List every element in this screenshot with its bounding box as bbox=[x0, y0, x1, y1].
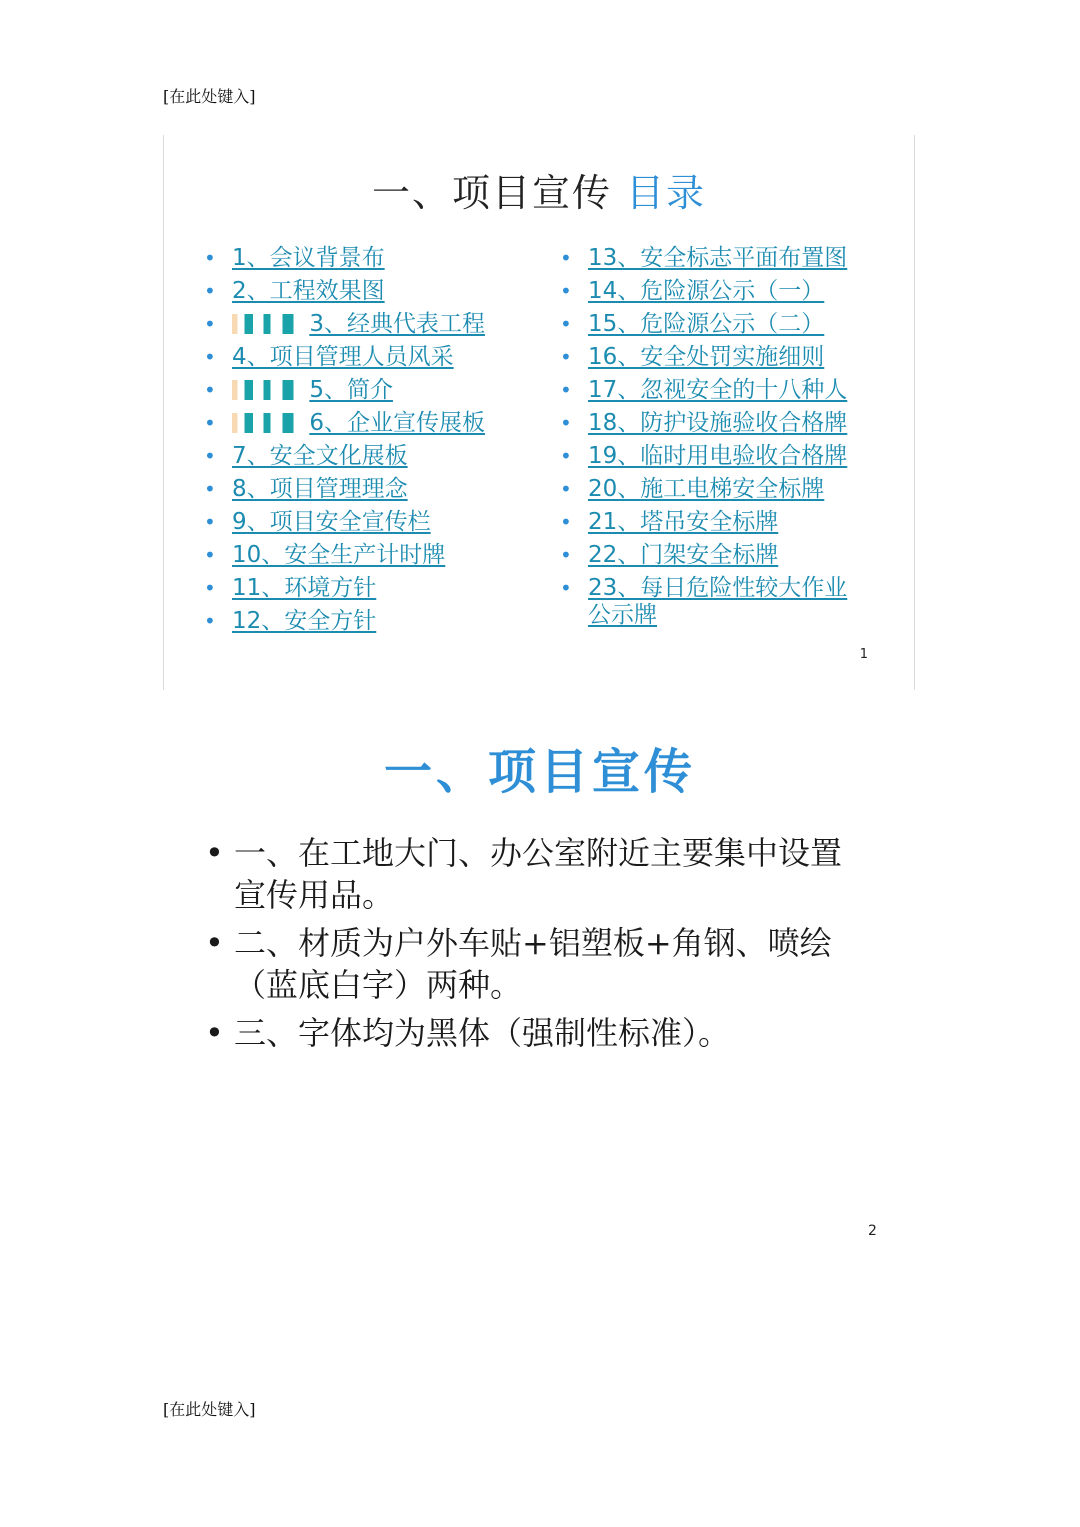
toc-item[interactable] bbox=[560, 245, 860, 272]
slide-page-number: 1 bbox=[859, 647, 868, 662]
toc-item[interactable] bbox=[204, 278, 544, 305]
toc-link[interactable]: 15、危险源公示（二） bbox=[588, 311, 825, 337]
toc-link[interactable]: 14、危险源公示（一） bbox=[588, 278, 825, 304]
toc-slide-title bbox=[164, 162, 914, 217]
toc-item[interactable] bbox=[560, 410, 860, 437]
toc-link[interactable]: 3、经典代表工程 bbox=[309, 311, 485, 337]
toc-item[interactable] bbox=[204, 575, 544, 602]
toc-link[interactable]: 21、塔吊安全标牌 bbox=[588, 509, 779, 535]
redaction-mask bbox=[232, 413, 302, 433]
toc-item[interactable] bbox=[204, 311, 544, 338]
toc-item[interactable] bbox=[204, 344, 544, 371]
toc-link[interactable]: 12、安全方针 bbox=[232, 608, 377, 634]
toc-link[interactable]: 20、施工电梯安全标牌 bbox=[588, 476, 825, 502]
toc-item[interactable] bbox=[560, 443, 860, 470]
toc-link[interactable]: 16、安全处罚实施细则 bbox=[588, 344, 825, 370]
slide-page-number: 2 bbox=[868, 1223, 877, 1239]
toc-link[interactable]: 19、临时用电验收合格牌 bbox=[588, 443, 848, 469]
footer-placeholder: [在此处键入] bbox=[163, 1400, 256, 1419]
bullet-item: • 三、字体均为黑体（强制性标准）。 bbox=[205, 1012, 865, 1054]
toc-item[interactable] bbox=[204, 443, 544, 470]
toc-list-left bbox=[204, 245, 544, 641]
toc-slide bbox=[163, 135, 915, 690]
toc-link[interactable]: 8、项目管理理念 bbox=[232, 476, 408, 502]
toc-item[interactable] bbox=[204, 476, 544, 503]
toc-link[interactable]: 5、简介 bbox=[309, 377, 393, 403]
toc-title-main: 一、项目宣传 bbox=[371, 171, 612, 215]
toc-link[interactable]: 1、会议背景布 bbox=[232, 245, 385, 271]
header-placeholder: [在此处键入] bbox=[163, 87, 256, 106]
toc-item[interactable] bbox=[204, 608, 544, 635]
toc-item[interactable] bbox=[560, 575, 860, 629]
toc-link[interactable]: 7、安全文化展板 bbox=[232, 443, 408, 469]
toc-item[interactable] bbox=[204, 377, 544, 404]
slide2-bullet-list bbox=[205, 832, 865, 1060]
bullet-item: • 二、材质为户外车贴+铝塑板+角钢、喷绘（蓝底白字）两种。 bbox=[205, 922, 865, 1006]
bullet-item: • 一、在工地大门、办公室附近主要集中设置宣传用品。 bbox=[205, 832, 865, 916]
toc-link[interactable]: 9、项目安全宣传栏 bbox=[232, 509, 431, 535]
redaction-mask bbox=[232, 380, 302, 400]
toc-link[interactable]: 4、项目管理人员风采 bbox=[232, 344, 454, 370]
toc-item[interactable] bbox=[204, 509, 544, 536]
toc-item[interactable] bbox=[560, 476, 860, 503]
toc-link[interactable]: 17、忽视安全的十八种人 bbox=[588, 377, 848, 403]
toc-item[interactable] bbox=[560, 344, 860, 371]
toc-item[interactable] bbox=[204, 542, 544, 569]
toc-link[interactable]: 13、安全标志平面布置图 bbox=[588, 245, 848, 271]
toc-item[interactable] bbox=[560, 377, 860, 404]
toc-link[interactable]: 10、安全生产计时牌 bbox=[232, 542, 446, 568]
toc-list-right bbox=[560, 245, 860, 635]
toc-title-accent: 目录 bbox=[626, 171, 707, 215]
toc-item[interactable] bbox=[204, 410, 544, 437]
redaction-mask bbox=[232, 314, 302, 334]
toc-link[interactable]: 18、防护设施验收合格牌 bbox=[588, 410, 848, 436]
toc-item[interactable] bbox=[560, 311, 860, 338]
toc-link[interactable]: 6、企业宣传展板 bbox=[309, 410, 485, 436]
toc-item[interactable] bbox=[204, 245, 544, 272]
toc-item[interactable] bbox=[560, 278, 860, 305]
toc-link[interactable]: 23、每日危险性较大作业公示牌 bbox=[588, 575, 848, 628]
toc-link[interactable]: 2、工程效果图 bbox=[232, 278, 385, 304]
toc-link[interactable]: 11、环境方针 bbox=[232, 575, 377, 601]
toc-item[interactable] bbox=[560, 509, 860, 536]
toc-link[interactable]: 22、门架安全标牌 bbox=[588, 542, 779, 568]
toc-item[interactable] bbox=[560, 542, 860, 569]
slide2-title: 一、项目宣传 bbox=[383, 744, 696, 800]
